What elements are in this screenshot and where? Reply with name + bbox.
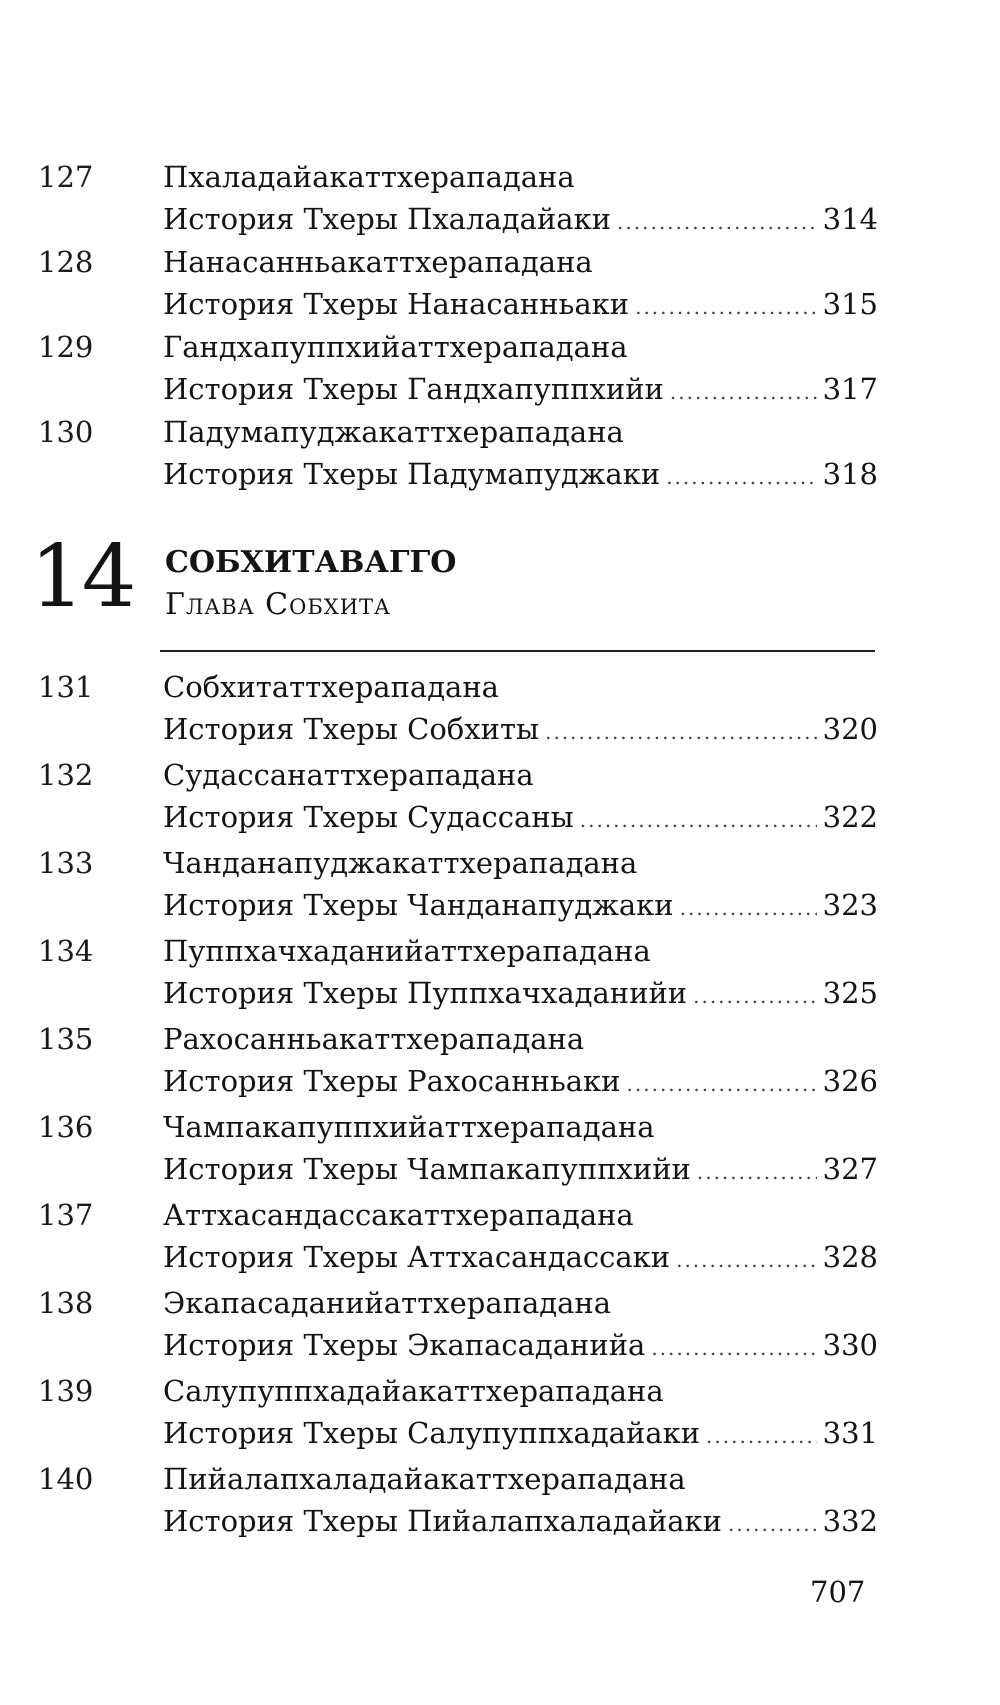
chapter-number: 14 [30, 527, 134, 627]
entry-number: 133 [38, 846, 94, 880]
dot-leader [697, 1155, 817, 1189]
entry-page-number: 320 [822, 712, 878, 746]
entry-page-number: 326 [822, 1064, 878, 1098]
entry-pali-title: Салупуппхадайакаттхерападана [163, 1374, 664, 1408]
entry-page-number: 332 [822, 1504, 878, 1538]
dot-leader [545, 715, 817, 749]
entry-title: История Тхеры Собхиты [163, 712, 540, 746]
toc-entry-136 [38, 1110, 878, 1200]
entry-pali-title: Чампакапуппхийаттхерападана [163, 1110, 655, 1144]
entry-title: История Тхеры Судассаны [163, 800, 574, 834]
entry-number: 135 [38, 1022, 94, 1056]
entry-pali-title: Судассанаттхерападана [163, 758, 534, 792]
entry-pali-title: Рахосанньакаттхерападана [163, 1022, 585, 1056]
chapter-heading [30, 527, 880, 655]
chapter-pali-title: СОБХИТАВАГГО [165, 545, 457, 580]
dot-leader [670, 375, 817, 409]
toc-entry-138 [38, 1286, 878, 1376]
dot-leader [676, 1243, 817, 1277]
entry-number: 136 [38, 1110, 94, 1144]
entry-title: История Тхеры Пхаладайаки [163, 202, 612, 236]
entry-page-number: 315 [822, 287, 878, 321]
entry-page-number: 323 [822, 888, 878, 922]
entry-title: История Тхеры Экапасаданийа [163, 1328, 646, 1362]
dot-leader [666, 460, 816, 494]
entry-pali-title: Пуппхачхаданийаттхерападана [163, 934, 651, 968]
entry-pali-title: Экапасаданийаттхерападана [163, 1286, 612, 1320]
dot-leader [706, 1419, 817, 1453]
entry-number: 137 [38, 1198, 94, 1232]
dot-leader [635, 290, 817, 324]
dot-leader [728, 1507, 817, 1541]
entry-title: История Тхеры Чанданапуджаки [163, 888, 674, 922]
chapter-title: Глава Собхита [165, 587, 391, 622]
toc-entry-128 [38, 245, 878, 335]
toc-entry-139 [38, 1374, 878, 1464]
dot-leader [693, 979, 817, 1013]
entry-title: История Тхеры Пуппхачхаданийи [163, 976, 688, 1010]
entry-title: История Тхеры Пийалапхаладайаки [163, 1504, 723, 1538]
toc-entry-137 [38, 1198, 878, 1288]
entry-title: История Тхеры Чампакапуппхийи [163, 1152, 691, 1186]
entry-pali-title: Чанданапуджакаттхерападана [163, 846, 638, 880]
toc-entry-127 [38, 160, 878, 250]
toc-entry-131 [38, 670, 878, 760]
entry-number: 127 [38, 160, 94, 194]
entry-number: 134 [38, 934, 94, 968]
entry-page-number: 318 [822, 457, 878, 491]
dot-leader [627, 1067, 817, 1101]
entry-pali-title: Нанасанньакаттхерападана [163, 245, 593, 279]
entry-number: 132 [38, 758, 94, 792]
entry-number: 138 [38, 1286, 94, 1320]
entry-page-number: 327 [822, 1152, 878, 1186]
entry-pali-title: Падумапуджакаттхерападана [163, 415, 624, 449]
entry-page-number: 331 [822, 1416, 878, 1450]
entry-pali-title: Аттхасандассакаттхерападана [163, 1198, 634, 1232]
entry-page-number: 328 [822, 1240, 878, 1274]
entry-page-number: 330 [822, 1328, 878, 1362]
entry-pali-title: Гандхапуппхийаттхерападана [163, 330, 628, 364]
entry-title: История Тхеры Падумапуджаки [163, 457, 661, 491]
dot-leader [651, 1331, 816, 1365]
toc-entry-130 [38, 415, 878, 505]
toc-entry-129 [38, 330, 878, 420]
entry-pali-title: Пхаладайакаттхерападана [163, 160, 575, 194]
entry-number: 128 [38, 245, 94, 279]
toc-entry-132 [38, 758, 878, 848]
entry-title: История Тхеры Аттхасандассаки [163, 1240, 671, 1274]
toc-entry-133 [38, 846, 878, 936]
entry-number: 130 [38, 415, 94, 449]
entry-page-number: 317 [822, 372, 878, 406]
entry-title: История Тхеры Рахосанньаки [163, 1064, 621, 1098]
dot-leader [680, 891, 817, 925]
entry-pali-title: Собхитаттхерападана [163, 670, 499, 704]
entry-pali-title: Пийалапхаладайакаттхерападана [163, 1462, 686, 1496]
dot-leader [580, 803, 817, 837]
chapter-divider [160, 650, 875, 652]
entry-title: История Тхеры Нанасанньаки [163, 287, 630, 321]
toc-entry-140 [38, 1462, 878, 1552]
entry-number: 129 [38, 330, 94, 364]
entry-page-number: 322 [822, 800, 878, 834]
entry-title: История Тхеры Гандхапуппхийи [163, 372, 664, 406]
toc-entry-135 [38, 1022, 878, 1112]
entry-title: История Тхеры Салупуппхадайаки [163, 1416, 701, 1450]
entry-number: 139 [38, 1374, 94, 1408]
entry-page-number: 314 [822, 202, 878, 236]
dot-leader [617, 205, 817, 239]
entry-number: 140 [38, 1462, 94, 1496]
entry-page-number: 325 [822, 976, 878, 1010]
toc-entry-134 [38, 934, 878, 1024]
entry-number: 131 [38, 670, 94, 704]
folio-page-number: 707 [810, 1575, 866, 1609]
